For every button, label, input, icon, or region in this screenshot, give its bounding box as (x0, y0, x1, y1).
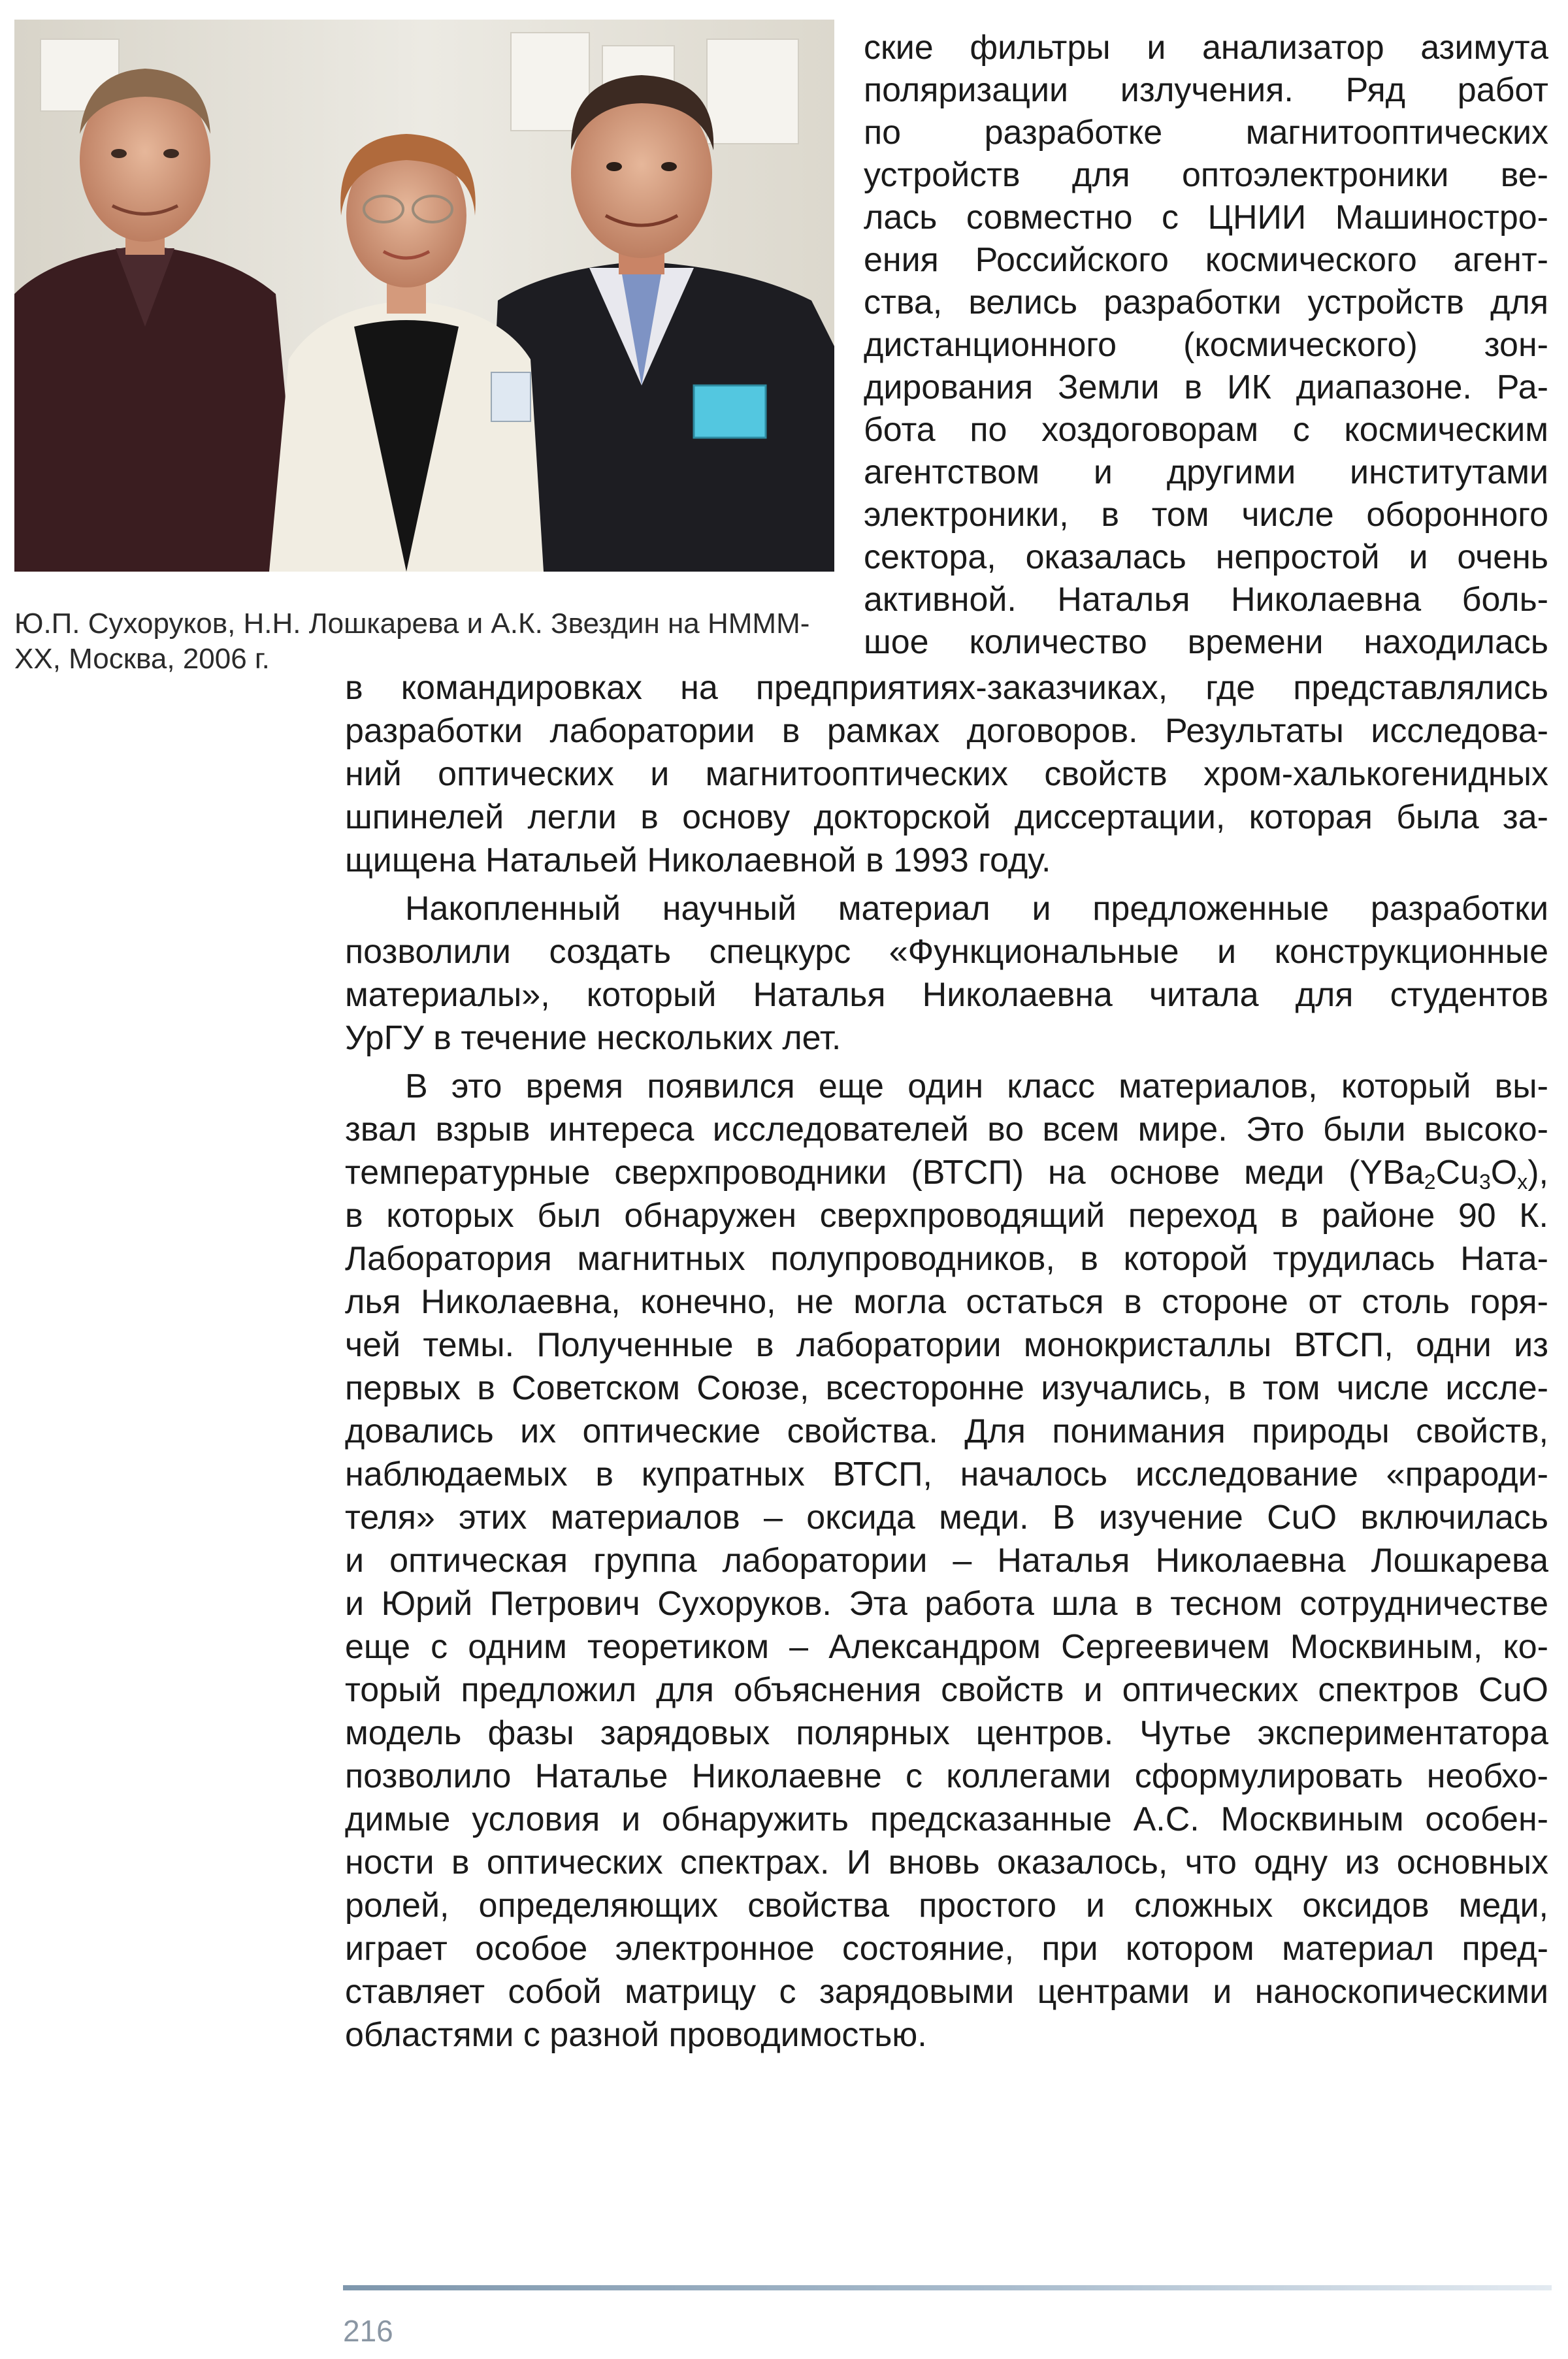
paragraph-line: теля» этих материалов – оксида меди. В изучение CuO включилась (345, 1499, 1548, 1537)
paragraph-line: щищена Натальей Николаевной в 1993 году. (345, 841, 1051, 879)
column-line: ские фильтры и анализатор азимута (864, 29, 1548, 67)
page-number: 216 (343, 2314, 393, 2348)
formula-subscript: 2 (1424, 1170, 1436, 1193)
paragraph-line: в которых был обнаружен сверхпроводящий переход в районе 90 К. (345, 1197, 1548, 1235)
paragraph-line: В это время появился еще один класс материалов, который вы- (405, 1067, 1548, 1105)
column-line: дирования Земли в ИК диапазоне. Ра- (864, 368, 1548, 406)
footer-divider (343, 2285, 1552, 2290)
paragraph-line: наблюдаемых в купратных ВТСП, началось исследование «прароди- (345, 1456, 1548, 1493)
paragraph-line: еще с одним теоретиком – Александром Сергеевичем Москвиным, ко- (345, 1628, 1548, 1666)
column-line: дистанционного (космического) зон- (864, 326, 1548, 364)
paragraph-line: областями с разной проводимостью. (345, 2016, 927, 2054)
column-line: шое количество времени находилась (864, 623, 1548, 661)
paragraph-line: и Юрий Петрович Сухоруков. Эта работа шла в тесном сотрудничестве (345, 1585, 1548, 1623)
paragraph-line: в командировках на предприятиях-заказчиках, где представлялись (345, 669, 1548, 707)
paragraph-line: чей темы. Полученные в лаборатории монокристаллы ВТСП, одни из (345, 1326, 1548, 1364)
column-line: ства, велись разработки устройств для (864, 284, 1548, 321)
formula-subscript: x (1517, 1170, 1528, 1193)
group-photo-illustration (14, 20, 834, 572)
column-line: устройств для оптоэлектроники ве- (864, 156, 1548, 194)
photo (14, 20, 834, 572)
column-line: сектора, оказалась непростой и очень (864, 538, 1548, 576)
column-line: агентством и другими институтами (864, 453, 1548, 491)
formula-text: O (1490, 1154, 1518, 1192)
paragraph-line: Накопленный научный материал и предложенные разработки (405, 890, 1548, 928)
paragraph-line: звал взрыв интереса исследователей во всем мире. Это были высоко- (345, 1111, 1548, 1148)
formula-text: Cu (1435, 1154, 1479, 1192)
paragraph-line: ности в оптических спектрах. И вновь оказалось, что одну из основных (345, 1844, 1548, 1881)
formula-text: температурные сверхпроводники (ВТСП) на основе меди (YBa (345, 1154, 1424, 1192)
paragraph-line: разработки лаборатории в рамках договоров. Результаты исследова- (345, 712, 1548, 750)
column-line: ения Российского космического агент- (864, 241, 1548, 279)
paragraph-line: и оптическая группа лаборатории – Наталья Николаевна Лошкарева (345, 1542, 1548, 1580)
paragraph-line: модель фазы зарядовых полярных центров. Чутье экспериментатора (345, 1714, 1548, 1752)
paragraph-line: ний оптических и магнитооптических свойств хром-халькогенидных (345, 755, 1548, 793)
paragraph-line: ставляет собой матрицу с зарядовыми центрами и наноскопическими (345, 1973, 1548, 2011)
formula-text: ), (1527, 1154, 1548, 1192)
formula-subscript: 3 (1478, 1170, 1491, 1193)
column-line: поляризации излучения. Ряд работ (864, 71, 1548, 109)
paragraph-line: позволило Наталье Николаевне с коллегами сформулировать необхо- (345, 1757, 1548, 1795)
photo-caption: Ю.П. Сухоруков, Н.Н. Лошкарева и А.К. Звездин на НММM-XX, Москва, 2006 г. (14, 608, 810, 675)
column-line: электроники, в том числе оборонного (864, 496, 1548, 534)
paragraph-line: лья Николаевна, конечно, не могла остаться в стороне от столь горя- (345, 1283, 1548, 1321)
paragraph-line: позволили создать спецкурс «Функциональные и конструкционные (345, 933, 1548, 971)
paragraph-line: торый предложил для объяснения свойств и оптических спектров CuO (345, 1671, 1548, 1709)
paragraph-line: играет особое электронное состояние, при котором материал пред- (345, 1930, 1548, 1968)
paragraph-line: димые условия и обнаружить предсказанные А.С. Москвиным особен- (345, 1800, 1548, 1838)
paragraph-line: первых в Советском Союзе, всесторонне изучались, в том числе иссле- (345, 1369, 1548, 1407)
paragraph-line: УрГУ в течение нескольких лет. (345, 1019, 841, 1057)
paragraph-line: довались их оптические свойства. Для понимания природы свойств, (345, 1412, 1548, 1450)
column-line: активной. Наталья Николаевна боль- (864, 581, 1548, 619)
paragraph-line: ролей, определяющих свойства простого и сложных оксидов меди, (345, 1887, 1548, 1925)
column-line: лась совместно с ЦНИИ Машиностро- (864, 199, 1548, 236)
paragraph-line: шпинелей легли в основу докторской диссертации, которая была за- (345, 798, 1548, 836)
paragraph-line-formula (345, 1152, 1548, 1193)
paragraph-line: Лаборатория магнитных полупроводников, в которой трудилась Ната- (345, 1240, 1548, 1278)
column-line: бота по хоздоговорам с космическим (864, 411, 1548, 449)
column-line: по разработке магнитооптических (864, 114, 1548, 152)
paragraph-line: материалы», который Наталья Николаевна читала для студентов (345, 976, 1548, 1014)
